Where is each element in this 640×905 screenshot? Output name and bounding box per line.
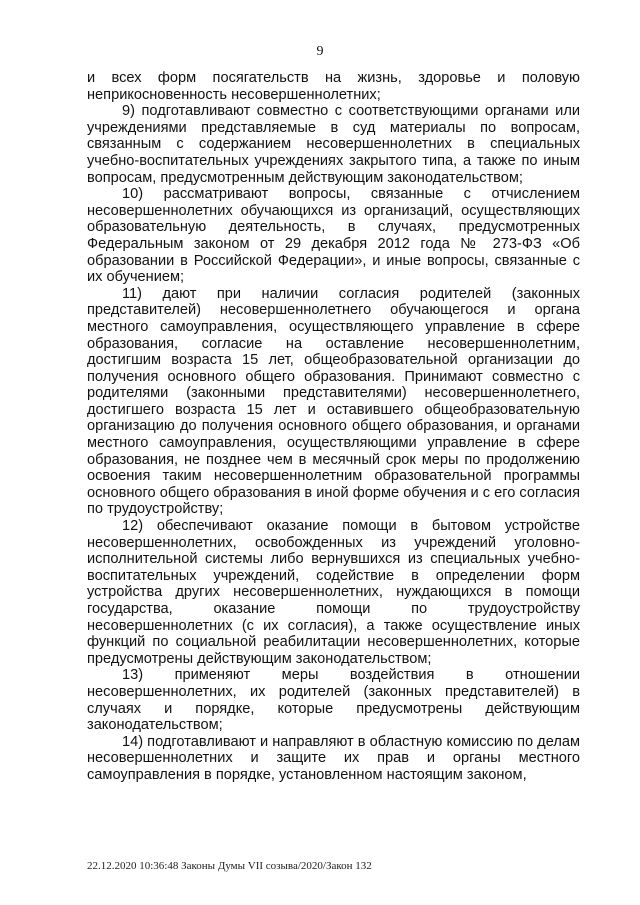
paragraph-item-11: 11) дают при наличии согласия родителей (законных представителей) несовершеннолетнего обучающегося и органа местного самоуправления, осуществляющего управление в сфере образования, согласие на оставление несовершеннолетним, достигшим возраста 15 лет, общеобразовательной организации до получения основного общего образования. Принимают совместно с родителями (законными представителями) несовершеннолетнего, достигшего возраста 15 лет и оставившего общеобразовательную организацию до получения основного общего образования, и органами местного самоуправления, осуществляющими управление в сфере образования, не позднее чем в месячный срок меры по продолжению освоения таким несовершеннолетним образовательной программы основного общего образования в иной форме обучения и с его согласия по трудоустройству; <box>87 285 580 518</box>
paragraph-item-13: 13) применяют меры воздействия в отношении несовершеннолетних, их родителей (законных представителей) в случаях и порядке, которые предусмотрены действующим законодательством; <box>87 667 580 734</box>
paragraph-item-10: 10) рассматривают вопросы, связанные с отчислением несовершеннолетних обучающихся из организаций, осуществляющих образовательную деятельность, в случаях, предусмотренных Федеральным законом от 29 декабря 2012 года № 273-ФЗ «Об образовании в Российской Федерации», и иные вопросы, связанные с их обучением; <box>87 186 580 286</box>
paragraph-continuation: и всех форм посягательств на жизнь, здоровье и половую неприкосновенность несовершеннолетних; <box>87 70 580 103</box>
document-body <box>87 70 580 784</box>
page-number: 9 <box>316 44 324 59</box>
paragraph-item-12: 12) обеспечивают оказание помощи в бытовом устройстве несовершеннолетних, освобожденных из учреждений уголовно-исполнительной системы либо вернувшихся из специальных учебно-воспитательных учреждений, содействие в определении форм устройства других несовершеннолетних, нуждающихся в помощи государства, оказание помощи по трудоустройству несовершеннолетних (с их согласия), а также осуществление иных функций по социальной реабилитации несовершеннолетних, которые предусмотрены действующим законодательством; <box>87 518 580 667</box>
document-footer: 22.12.2020 10:36:48 Законы Думы VII созыва/2020/Закон 132 <box>87 860 372 872</box>
paragraph-item-14: 14) подготавливают и направляют в областную комиссию по делам несовершеннолетних и защите их прав и органы местного самоуправления в порядке, установленном настоящим законом, <box>87 733 580 783</box>
paragraph-item-9: 9) подготавливают совместно с соответствующими органами или учреждениями представляемые в суд материалы по вопросам, связанным с содержанием несовершеннолетних в специальных учебно-воспитательных учреждениях закрытого типа, а также по иным вопросам, предусмотренным действующим законодательством; <box>87 103 580 186</box>
